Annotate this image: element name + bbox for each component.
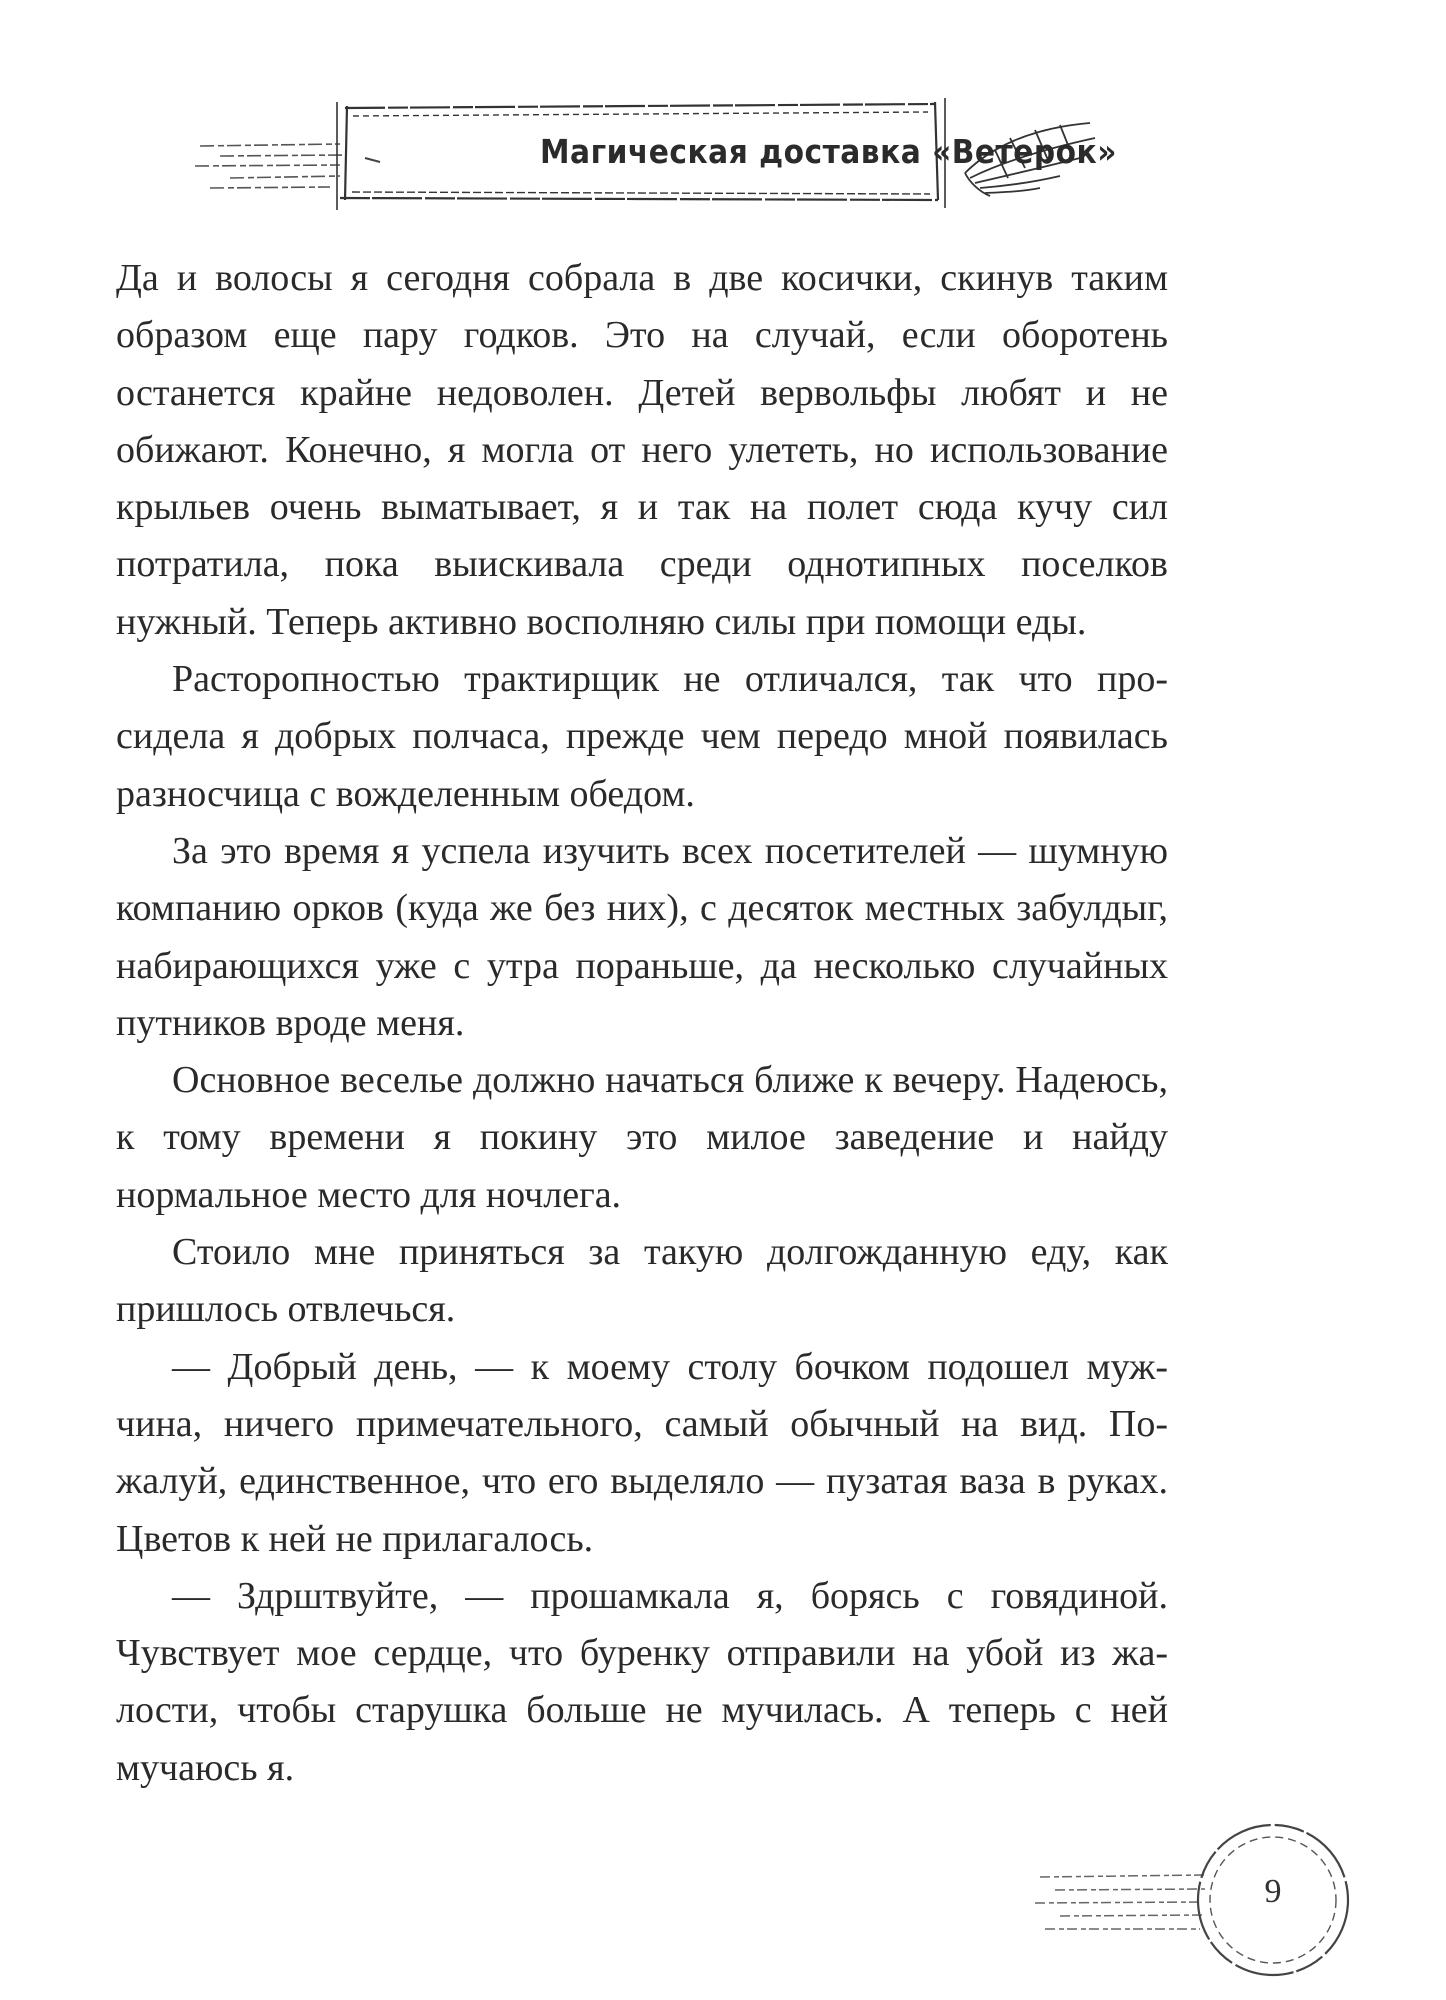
paragraph-6: — Добрый день, — к моему столу бочком подошел мужчина, ничего примечательного, самый обычный на вид. Пожалуй, единственное, что его выделяло — пузатая ваза в руках. Цветов к ней не прилагалось.	[116, 1345, 1168, 1560]
paragraph-5: Стоило мне приняться за такую долгожданную еду, как пришлось отвлечься.	[116, 1231, 1168, 1331]
body-text	[116, 250, 1168, 1797]
running-header	[190, 88, 1260, 228]
paragraph-3: За это время я успела изучить всех посетителей — шумную компанию орков (куда же без них), с десяток местных забулдыг, набирающихся уже с утра пораньше, да несколько случайных путников вроде меня.	[116, 829, 1168, 1044]
header-title: Магическая доставка «Ветерок»	[540, 132, 1117, 171]
paragraph-1: Да и волосы я сегодня собрала в две косички, скинув таким образом еще пару годков. Это на случай, если оборотень останется крайне недоволен. Детей вервольфы любят и не обижают. Конечно, я могла от него улететь, но использование крыльев очень выматывает, я и так на полет сюда кучу сил потратила, пока выискивала среди однотипных поселков нужный. Теперь активно восполняю силы при помощи еды.	[116, 257, 1168, 643]
paragraph-2: Расторопностью трактирщик не отличался, так что просидела я добрых полчаса, прежде чем передо мной появилась разносчица с вожделенным обедом.	[116, 658, 1168, 815]
paragraph-4: Основное веселье должно начаться ближе к вечеру. Надеюсь, к тому времени я покину это милое заведение и найду нормальное место для ночлега.	[116, 1059, 1168, 1216]
paragraph-7: — Здрштвуйте, — прошамкала я, борясь с говядиной. Чувствует мое сердце, что буренку отправили на убой из жалости, чтобы старушка больше не мучилась. А теперь с ней мучаюсь я.	[116, 1574, 1168, 1789]
page-folio	[1030, 1805, 1430, 1995]
page-number: 9	[1264, 1873, 1282, 1910]
